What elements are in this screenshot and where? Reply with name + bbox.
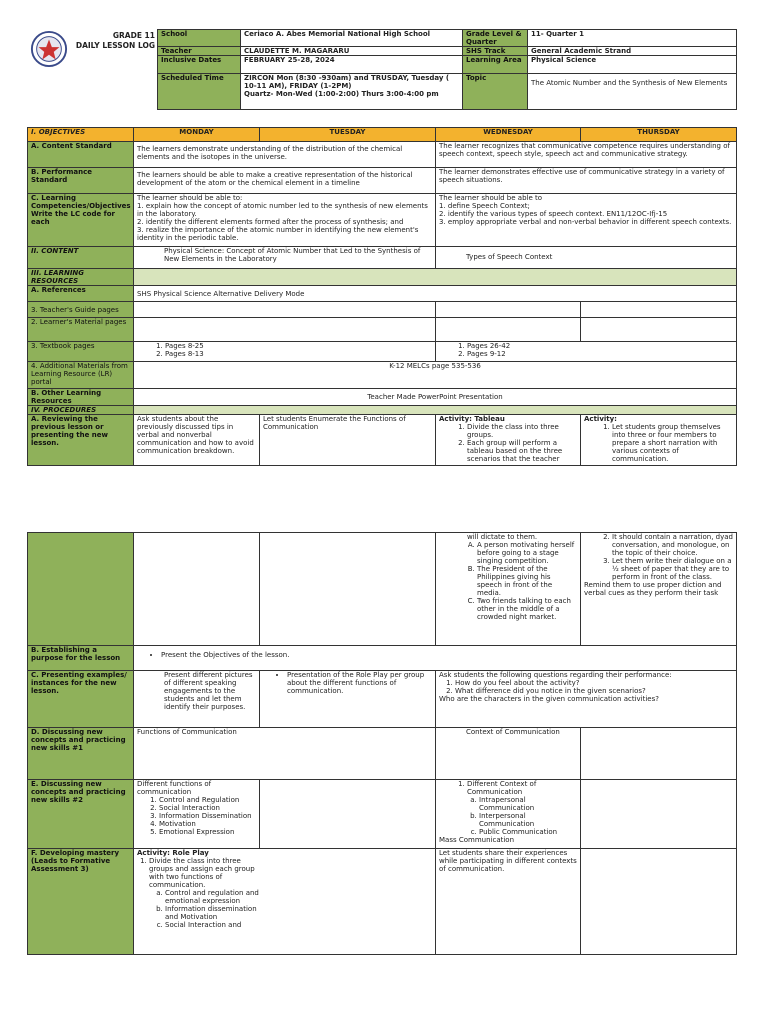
disc2-label: E. Discussing new concepts and practicing new skills #2 <box>28 780 134 849</box>
review-tue: Let students Enumerate the Functions of Communication <box>260 415 436 466</box>
sched-label: Scheduled Time <box>158 74 241 110</box>
dev-thu <box>581 849 737 955</box>
content-mt-text: Physical Science: Concept of Atomic Number that Led to the Synthesis of New Elements in the Laboratory <box>164 247 421 264</box>
other-text: Teacher Made PowerPoint Presentation <box>367 393 503 402</box>
objectives-header: I. OBJECTIVES <box>28 128 134 142</box>
disc2-mon-item: 2. Social Interaction <box>159 804 256 812</box>
dll-title <box>60 31 155 51</box>
grade-title: GRADE 11 <box>112 31 155 40</box>
disc2-tue <box>260 780 436 849</box>
estab-value <box>134 646 737 671</box>
content-standard-mt <box>134 142 436 168</box>
tg-label: 3. Teacher's Guide pages <box>28 302 134 318</box>
topic-text: The Atomic Number and the Synthesis of New Elements <box>531 79 728 88</box>
thu-item: 3. Let them write their dialogue on a ½ sheet of paper that they are to perform in front of the class. <box>612 557 733 581</box>
topic-value <box>528 74 737 110</box>
dev-wed: Let students share their experiences while participating in different contexts of communication. <box>436 849 581 955</box>
teacher-label: Teacher <box>158 47 241 56</box>
thursday-header: THURSDAY <box>581 128 737 142</box>
grade-level-label: Grade Level & Quarter <box>463 30 528 47</box>
disc2-wed-item: 1. Different Context of Communication <box>467 780 577 796</box>
disc2-mon-item: 5. Emotional Expression <box>159 828 256 836</box>
lc-wt-line: 2. identify the various types of speech context. EN11/12OC-Ifj-15 <box>439 210 668 219</box>
lc-wt-line: The learner should be able to <box>439 194 543 202</box>
disc1-label: D. Discussing new concepts and practicing new skills #1 <box>28 728 134 780</box>
review-tue-cont <box>260 533 436 646</box>
content-mt <box>134 247 436 269</box>
log-title: DAILY LESSON LOG <box>75 40 155 50</box>
sched-value <box>241 74 463 110</box>
tb-wt-item: 1. Pages 26-42 <box>467 342 733 350</box>
lc-wt-line: 1. define Speech Context; <box>439 202 530 211</box>
disc1-wed-text: Context of Communication <box>466 728 560 736</box>
performance-standard-wt: The learner demonstrates effective use of communicative strategy in a variety of speech situations. <box>436 168 737 194</box>
tb-wt-item: 2. Pages 9-12 <box>467 350 733 358</box>
teacher-value: CLAUDETTE M. MAGARARU <box>241 47 463 56</box>
present-wed-text: Who are the characters in the given communication activities? <box>439 695 659 704</box>
disc2-wed-mass: Mass Communication <box>439 836 515 845</box>
disc2-mon-text: Different functions of communication <box>137 780 212 797</box>
lc-mt-line: 2. identify the different elements formed after the process of synthesis; and <box>137 218 404 227</box>
dev-mon-sub: b. Information dissemination and Motivation <box>165 905 265 921</box>
tg-thu <box>581 302 737 318</box>
disc2-wed-sub: a. Intrapersonal Communication <box>479 796 577 812</box>
proc-fill <box>134 406 737 415</box>
dev-mon-sub: c. Social Interaction and <box>165 921 265 929</box>
tb-wt <box>436 342 737 362</box>
performance-standard-label: B. Performance Standard <box>28 168 134 194</box>
dev-mon-item: 1. Divide the class into three groups and assign each group with two functions of communication. <box>149 857 259 889</box>
disc2-mon-item: 4. Motivation <box>159 820 256 828</box>
resources-fill <box>134 269 737 286</box>
lc-label: C. Learning Competencies/Objectives Write the LC code for each <box>28 194 134 247</box>
thu-item: 2. It should contain a narration, dyad conversation, and monologue, on the topic of their choice. <box>612 533 733 557</box>
lm-label: 2. Learner's Material pages <box>28 318 134 342</box>
sched-line-2: Quartz- Mon-Wed (1:00-2:00) Thurs 3:00-4:00 pm <box>244 90 439 99</box>
lc-mt <box>134 194 436 247</box>
estab-label: B. Establishing a purpose for the lesson <box>28 646 134 671</box>
dev-mon <box>134 849 436 955</box>
review-thu <box>581 415 737 466</box>
content-standard-mt-text: The learners demonstrate understanding of the distribution of the chemical elements and the isotopes in the universe. <box>137 145 403 162</box>
tg-wed <box>436 302 581 318</box>
review-thu-item: 1. Let students group themselves into three or four members to prepare a short narration with various contexts of communication. <box>612 423 733 463</box>
dates-label: Inclusive Dates <box>158 56 241 74</box>
tb-mt-item: 2. Pages 8-13 <box>165 350 432 358</box>
wed-cont-text: will dictate to them. <box>467 533 538 541</box>
wed-scenario: C. Two friends talking to each other in the middle of a crowded night market. <box>477 597 577 621</box>
disc2-mon <box>134 780 260 849</box>
other-label: B. Other Learning Resources <box>28 389 134 406</box>
disc2-mon-item: 3. Information Dissemination <box>159 812 256 820</box>
tb-label: 3. Textbook pages <box>28 342 134 362</box>
wednesday-header: WEDNESDAY <box>436 128 581 142</box>
review-wed-title: Activity: Tableau <box>439 415 505 424</box>
content-label: II. CONTENT <box>28 247 134 269</box>
lc-wt-line: 3. employ appropriate verbal and non-verbal behavior in different speech contexts. <box>439 218 732 227</box>
main-table-page2 <box>27 532 737 955</box>
disc2-wed-sub: b. Interpersonal Communication <box>479 812 577 828</box>
lm-mt <box>134 318 436 342</box>
main-table-page1 <box>27 127 737 466</box>
disc1-wed <box>436 728 581 780</box>
disc2-wed <box>436 780 581 849</box>
review-label: A. Reviewing the previous lesson or presenting the new lesson. <box>28 415 134 466</box>
school-label: School <box>158 30 241 47</box>
other-value <box>134 389 737 406</box>
present-wed <box>436 671 737 728</box>
review-wed-item: 1. Divide the class into three groups. <box>467 423 577 439</box>
present-wed-text: Ask students the following questions regarding their performance: <box>439 671 672 679</box>
header-table <box>157 29 737 110</box>
review-thu-title: Activity: <box>584 415 617 424</box>
present-mon <box>134 671 260 728</box>
content-standard-wt: The learner recognizes that communicative competence requires understanding of speech context, speech style, speech act and communicative strategy. <box>436 142 737 168</box>
dev-mon-sub: a. Control and regulation and emotional expression <box>165 889 265 905</box>
present-mon-text: Present different pictures of different speaking engagements to the students and let them identify their purposes. <box>164 671 253 712</box>
review-label-cont <box>28 533 134 646</box>
content-standard-label: A. Content Standard <box>28 142 134 168</box>
grade-level-value: 11- Quarter 1 <box>528 30 737 47</box>
refs-value <box>134 286 737 302</box>
dev-mon-title: Activity: Role Play <box>137 849 209 857</box>
tuesday-header: TUESDAY <box>260 128 436 142</box>
dev-label: F. Developing mastery (Leads to Formative Assessment 3) <box>28 849 134 955</box>
tb-mt-item: 1. Pages 8-25 <box>165 342 432 350</box>
area-value: Physical Science <box>528 56 737 74</box>
resources-label: III. LEARNING RESOURCES <box>28 269 134 286</box>
lr-label: 4. Additional Materials from Learning Resource (LR) portal <box>28 362 134 389</box>
wed-scenario: B. The President of the Philippines giving his speech in front of the media. <box>477 565 577 597</box>
content-wt-text: Types of Speech Context <box>466 253 553 262</box>
school-value: Ceriaco A. Abes Memorial National High School <box>241 30 463 47</box>
lm-wed <box>436 318 581 342</box>
disc2-wed-sub: c. Public Communication <box>479 828 577 836</box>
present-tue-item: • Presentation of the Role Play per group about the different functions of communication. <box>287 671 432 695</box>
lr-value: K-12 MELCs page 535-536 <box>134 362 737 389</box>
disc2-thu <box>581 780 737 849</box>
refs-label: A. References <box>28 286 134 302</box>
proc-label: IV. PROCEDURES <box>28 406 134 415</box>
lm-thu <box>581 318 737 342</box>
wed-scenario: A. A person motivating herself before going to a stage singing competition. <box>477 541 577 565</box>
disc2-mon-item: 1. Control and Regulation <box>159 796 256 804</box>
present-label: C. Presenting examples/ instances for the new lesson. <box>28 671 134 728</box>
track-value: General Academic Strand <box>528 47 737 56</box>
dates-value: FEBRUARY 25-28, 2024 <box>241 56 463 74</box>
review-wed-item: 2. Each group will perform a tableau based on the three scenarios that the teacher <box>467 439 577 463</box>
lc-wt <box>436 194 737 247</box>
present-tue <box>260 671 436 728</box>
tb-mt <box>134 342 436 362</box>
review-wed <box>436 415 581 466</box>
present-wed-item: 2. What difference did you notice in the given scenarios? <box>455 687 733 695</box>
content-wt <box>436 247 737 269</box>
performance-standard-mt <box>134 168 436 194</box>
review-mon: Ask students about the previously discussed tips in verbal and nonverbal communication and how to avoid communication breakdown. <box>134 415 260 466</box>
sched-line-1: ZIRCON Mon (8:30 -930am) and TRUSDAY, Tuesday ( 10-11 AM), FRIDAY (1-2PM) <box>244 74 450 91</box>
review-mon-cont <box>134 533 260 646</box>
disc1-mon: Functions of Communication <box>134 728 436 780</box>
tg-mt <box>134 302 436 318</box>
present-wed-item: 1. How do you feel about the activity? <box>455 679 733 687</box>
estab-item: • Present the Objectives of the lesson. <box>161 651 733 659</box>
disc1-thu <box>581 728 737 780</box>
thu-remind: Remind them to use proper diction and verbal cues as they perform their task <box>584 581 722 598</box>
topic-label: Topic <box>463 74 528 110</box>
track-label: SHS Track <box>463 47 528 56</box>
review-wed-cont <box>436 533 581 646</box>
lc-mt-line: 3. realize the importance of the atomic number in identifying the new element's identity in the periodic table. <box>137 226 419 243</box>
monday-header: MONDAY <box>134 128 260 142</box>
lc-mt-line: The learner should be able to: <box>137 194 243 202</box>
area-label: Learning Area <box>463 56 528 74</box>
performance-standard-mt-text: The learners should be able to make a creative representation of the historical development of the atom or the chemical element in a timeline <box>137 171 413 188</box>
review-thu-cont <box>581 533 737 646</box>
refs-text: SHS Physical Science Alternative Delivery Mode <box>137 289 305 298</box>
lc-mt-line: 1. explain how the concept of atomic number led to the synthesis of new elements in the laboratory. <box>137 202 428 219</box>
